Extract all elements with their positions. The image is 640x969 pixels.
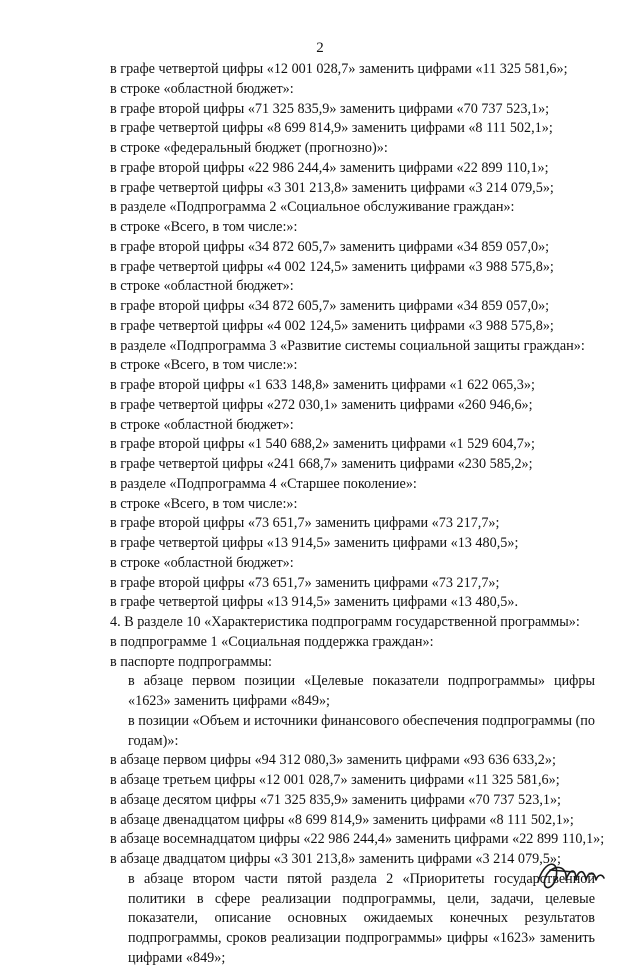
text-line: в разделе «Подпрограмма 2 «Социальное обслуживание граждан»: xyxy=(110,199,515,216)
text-line: в графе четвертой цифры «272 030,1» заменить цифрами «260 946,6»; xyxy=(110,396,533,413)
text-line: в графе второй цифры «1 540 688,2» заменить цифрами «1 529 604,7»; xyxy=(110,436,535,453)
text-line: 4. В разделе 10 «Характеристика подпрограмм государственной программы»: xyxy=(110,614,580,630)
text-line: в абзаце двенадцатом цифры «8 699 814,9» заменить цифрами «8 111 502,1»; xyxy=(110,811,574,828)
text-line: в строке «областной бюджет»: xyxy=(110,278,294,295)
text-line: в графе четвертой цифры «13 914,5» заменить цифрами «13 480,5»; xyxy=(110,535,519,551)
document-body xyxy=(110,60,605,969)
text-line: в строке «Всего, в том числе:»: xyxy=(110,219,298,235)
text-line: в графе второй цифры «73 651,7» заменить цифрами «73 217,7»; xyxy=(110,574,500,591)
text-line: в абзаце двадцатом цифры «3 301 213,8» заменить цифрами «3 214 079,5»; xyxy=(110,851,561,867)
text-line: в строке «федеральный бюджет (прогнозно)»: xyxy=(110,140,388,156)
text-line: в графе второй цифры «34 872 605,7» заменить цифрами «34 859 057,0»; xyxy=(110,298,550,314)
text-line: в подпрограмме 1 «Социальная поддержка граждан»: xyxy=(110,633,434,650)
text-line: в строке «областной бюджет»: xyxy=(110,416,294,433)
page-number: 2 xyxy=(316,40,324,56)
text-line: в абзаце третьем цифры «12 001 028,7» заменить цифрами «11 325 581,6»; xyxy=(110,772,560,788)
text-line: в разделе «Подпрограмма 4 «Старшее поколение»: xyxy=(110,475,417,492)
text-line: в строке «Всего, в том числе:»: xyxy=(110,495,298,512)
text-line: в графе четвертой цифры «3 301 213,8» заменить цифрами «3 214 079,5»; xyxy=(110,179,554,196)
text-line: в графе второй цифры «73 651,7» заменить цифрами «73 217,7»; xyxy=(110,515,500,532)
paragraph-funding-volume: в позиции «Объем и источники финансового обеспечения подпрограммы (по годам)»: xyxy=(128,712,595,749)
text-line: в графе второй цифры «1 633 148,8» заменить цифрами «1 622 065,3»; xyxy=(110,377,535,393)
paragraph-policy-priorities: в абзаце втором части пятой раздела 2 «Приоритеты государственной политики в сфере реализации подпрограммы, цели, задачи, целевые показатели, описание основных ожидаемых конечных результатов подпрограммы, сроков реализации подпрограммы» цифры «1623» заменить цифрами «849»; xyxy=(128,870,595,966)
text-line: в абзаце первом цифры «94 312 080,3» заменить цифрами «93 636 633,2»; xyxy=(110,752,556,769)
text-line: в строке «областной бюджет»: xyxy=(110,554,294,571)
text-line: в абзаце десятом цифры «71 325 835,9» заменить цифрами «70 737 523,1»; xyxy=(110,791,562,808)
text-line: в паспорте подпрограммы: xyxy=(110,653,272,670)
signature-mark xyxy=(530,850,610,900)
text-line: в графе второй цифры «71 325 835,9» заменить цифрами «70 737 523,1»; xyxy=(110,100,550,117)
text-line: в графе второй цифры «34 872 605,7» заменить цифрами «34 859 057,0»; xyxy=(110,238,550,255)
text-line: в графе четвертой цифры «4 002 124,5» заменить цифрами «3 988 575,8»; xyxy=(110,317,554,334)
text-line: в графе четвертой цифры «12 001 028,7» заменить цифрами «11 325 581,6»; xyxy=(110,61,568,77)
text-line: в графе второй цифры «22 986 244,4» заменить цифрами «22 899 110,1»; xyxy=(110,159,549,176)
text-line: в строке «Всего, в том числе:»: xyxy=(110,357,298,374)
text-line: в строке «областной бюджет»: xyxy=(110,80,294,97)
text-line: в графе четвертой цифры «4 002 124,5» заменить цифрами «3 988 575,8»; xyxy=(110,258,554,275)
text-line: в абзаце восемнадцатом цифры «22 986 244,4» заменить цифрами «22 899 110,1»; xyxy=(110,831,605,848)
text-line: в графе четвертой цифры «241 668,7» заменить цифрами «230 585,2»; xyxy=(110,456,533,472)
text-line: в графе четвертой цифры «13 914,5» заменить цифрами «13 480,5». xyxy=(110,594,518,611)
text-line: в графе четвертой цифры «8 699 814,9» заменить цифрами «8 111 502,1»; xyxy=(110,120,553,137)
paragraph-target-indicators: в абзаце первом позиции «Целевые показатели подпрограммы» цифры «1623» заменить цифрами «849»; xyxy=(128,673,595,709)
text-line: в разделе «Подпрограмма 3 «Развитие системы социальной защиты граждан»: xyxy=(110,337,585,354)
